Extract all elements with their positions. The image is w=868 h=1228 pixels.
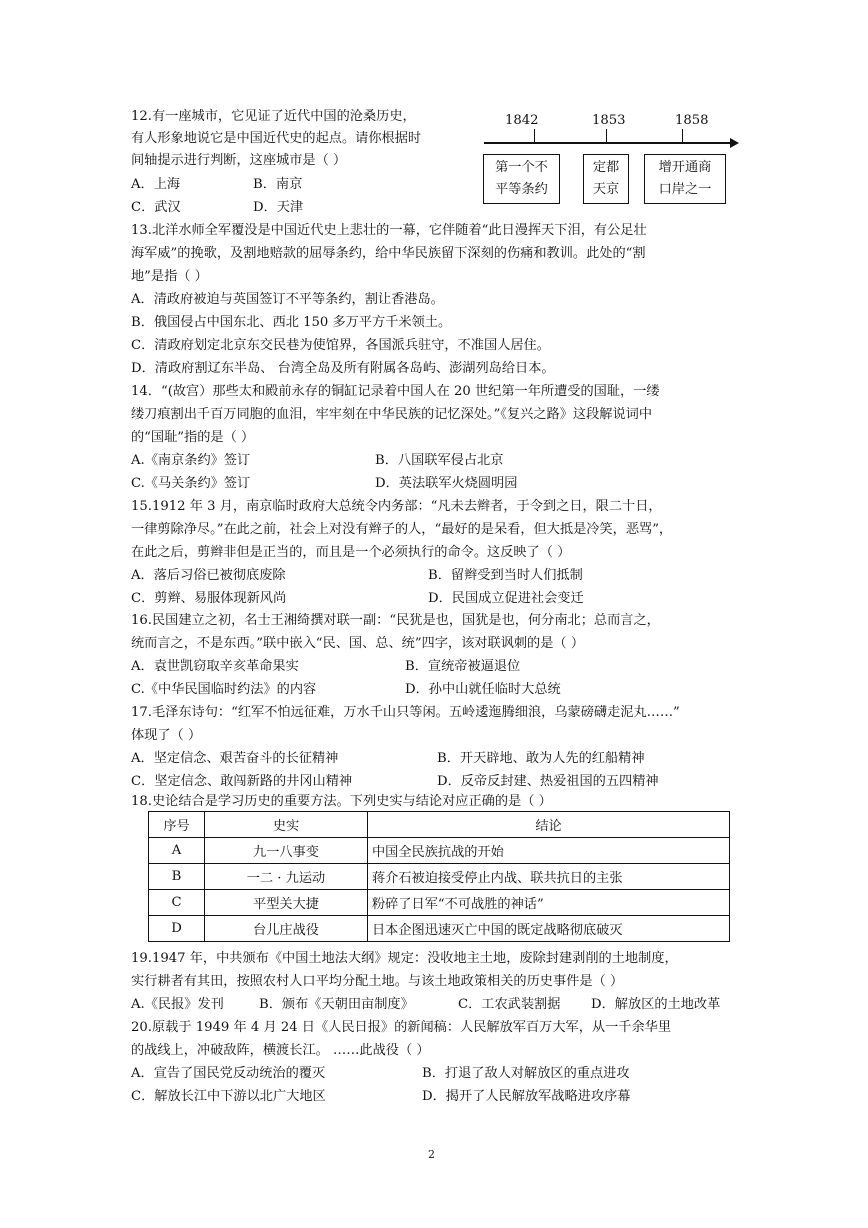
- q16-stem-line-2: 统而言之，不是东西。”联中嵌入“民、国、总、统”四字，该对联讽刺的是（ ）: [131, 636, 585, 651]
- table-cell-index: C: [149, 890, 205, 916]
- q15-stem-line-3: 在此之后，剪辫非但是正当的，而且是一个必须执行的命令。这反映了（ ）: [131, 545, 571, 560]
- table-cell-conclusion: 日本企图迅速灭亡中国的既定战略彻底破灭: [368, 916, 730, 942]
- timeline-year-2: 1853: [592, 113, 626, 128]
- timeline-year-3: 1858: [675, 113, 709, 128]
- q15-option-a: A．落后习俗已被彻底废除: [131, 568, 286, 583]
- table-header-fact: 史实: [205, 812, 368, 838]
- q14-stem-line-3: 的“国耻”指的是（ ）: [131, 430, 255, 445]
- q13-stem-line-1: 13.北洋水师全军覆没是中国近代史上悲壮的一幕，它伴随着“此日漫挥天下泪，有公足壮: [131, 223, 647, 238]
- table-cell-fact: 九一八事变: [205, 838, 368, 864]
- table-cell-conclusion: 中国全民族抗战的开始: [368, 838, 730, 864]
- q13-option-d: D．清政府割辽东半岛、 台湾全岛及所有附属各岛屿、澎湖列岛给日本。: [131, 361, 555, 376]
- q12-option-c: C．武汉: [131, 200, 181, 215]
- q15-stem-line-2: 一律剪除净尽。”在此之前，社会上对没有辫子的人，“最好的是呆看，但大抵是冷笑，恶骂”，: [131, 522, 673, 537]
- q19-option-a: A.《民报》发刊: [131, 997, 224, 1012]
- q13-option-b: B．俄国侵占中国东北、西北 150 多万平方千米领土。: [131, 315, 452, 330]
- table-cell-index: B: [149, 864, 205, 890]
- q12-stem-line-1: 12.有一座城市，它见证了近代中国的沧桑历史，: [131, 109, 416, 124]
- q15-stem-line-1: 15.1912 年 3 月，南京临时政府大总统令内务部：“凡未去辫者，于令到之日，限二十日，: [131, 499, 662, 514]
- table-cell-conclusion: 蒋介石被迫接受停止内战、联共抗日的主张: [368, 864, 730, 890]
- q19-stem-line-1: 19.1947 年，中共颁布《中国土地法大纲》规定：没收地主土地，废除封建剥削的土地制度，: [131, 951, 678, 966]
- q13-option-c: C．清政府划定北京东交民巷为使馆界，各国派兵驻守，不准国人居住。: [131, 338, 550, 353]
- q17-stem-line-2: 体现了（ ）: [131, 728, 202, 743]
- timeline-arrow-icon: [730, 138, 739, 148]
- q18-stem-line-1: 18.史论结合是学习历史的重要方法。下列史实与结论对应正确的是（ ）: [131, 794, 552, 809]
- timeline-tick-1: [534, 129, 535, 143]
- q12-stem-line-3: 间轴提示进行判断，这座城市是（ ）: [131, 153, 347, 168]
- q14-option-c: C.《马关条约》签订: [131, 476, 251, 491]
- q16-option-b: B．宣统帝被逼退位: [405, 659, 521, 674]
- table-header-index: 序号: [149, 812, 205, 838]
- q17-option-d: D．反帝反封建、热爱祖国的五四精神: [437, 774, 659, 789]
- q13-stem-line-3: 地”是指（ ）: [131, 269, 208, 284]
- timeline-event-1-line-1: 第一个不: [495, 160, 548, 175]
- q18-table: [148, 811, 730, 942]
- q19-option-b: B．颁布《天朝田亩制度》: [259, 997, 414, 1012]
- q14-option-a: A.《南京条约》签订: [131, 453, 251, 468]
- table-header-row: [149, 812, 730, 838]
- timeline-axis: [484, 142, 732, 144]
- q14-stem-line-2: 缕刀痕割出千百万同胞的血泪，牢牢刻在中华民族的记忆深处。”《复兴之路》这段解说词中: [131, 407, 653, 422]
- q15-option-d: D．民国成立促进社会变迁: [428, 591, 584, 606]
- q19-option-d: D．解放区的土地改革: [591, 997, 721, 1012]
- q16-option-a: A．袁世凯窃取辛亥革命果实: [131, 659, 299, 674]
- table-cell-fact: 一二 · 九运动: [205, 864, 368, 890]
- q16-option-d: D．孙中山就任临时大总统: [405, 682, 561, 697]
- q13-stem-line-2: 海军威”的挽歌，及割地赔款的屈辱条约，给中华民族留下深刻的伤痛和教训。此处的“割: [131, 246, 646, 261]
- q20-option-a: A．宣告了国民党反动统治的覆灭: [131, 1066, 326, 1081]
- q17-option-b: B．开天辟地、敢为人先的红船精神: [437, 751, 645, 766]
- q20-option-b: B．打退了敌人对解放区的重点进攻: [422, 1066, 630, 1081]
- timeline-tick-2: [606, 129, 607, 143]
- table-cell-index: D: [149, 916, 205, 942]
- q12-option-b: B．南京: [253, 177, 303, 192]
- q19-stem-line-2: 实行耕者有其田，按照农村人口平均分配土地。与该土地政策相关的历史事件是（ ）: [131, 974, 624, 989]
- q20-option-c: C．解放长江中下游以北广大地区: [131, 1089, 326, 1104]
- table-header-conclusion: 结论: [368, 812, 730, 838]
- timeline-event-3-line-1: 增开通商: [658, 160, 712, 175]
- table-cell-fact: 平型关大捷: [205, 890, 368, 916]
- table-row: [149, 838, 730, 864]
- timeline-event-2: [583, 154, 629, 204]
- table-row: [149, 916, 730, 942]
- timeline-year-1: 1842: [505, 113, 539, 128]
- timeline-event-1: [483, 154, 560, 204]
- q17-stem-line-1: 17.毛泽东诗句：“红军不怕远征难，万水千山只等闲。五岭逶迤腾细浪，乌蒙磅礴走泥丸……”: [131, 705, 680, 720]
- page-number: 2: [428, 1148, 435, 1161]
- timeline-event-3: [644, 154, 726, 204]
- timeline-event-3-line-2: 口岸之一: [658, 182, 712, 197]
- table-cell-fact: 台儿庄战役: [205, 916, 368, 942]
- q16-option-c: C.《中华民国临时约法》的内容: [131, 682, 317, 697]
- timeline-tick-3: [682, 129, 683, 143]
- q15-option-b: B．留辫受到当时人们抵制: [428, 568, 583, 583]
- table-cell-conclusion: 粉碎了日军“不可战胜的神话”: [368, 890, 730, 916]
- q16-stem-line-1: 16.民国建立之初，名士王湘绮撰对联一副：“民犹是也，国犹是也，何分南北；总而言之，: [131, 613, 660, 628]
- q15-option-c: C．剪辫、易服体现新风尚: [131, 591, 287, 606]
- q20-option-d: D．揭开了人民解放军战略进攻序幕: [422, 1089, 631, 1104]
- q12-option-d: D．天津: [253, 200, 304, 215]
- q12-option-a: A．上海: [131, 177, 181, 192]
- q17-option-a: A．坚定信念、艰苦奋斗的长征精神: [131, 751, 339, 766]
- q17-option-c: C．坚定信念、敢闯新路的井冈山精神: [131, 774, 353, 789]
- q20-stem-line-2: 的战线上，冲破敌阵，横渡长江。 ……此战役（ ）: [131, 1043, 430, 1058]
- q12-stem-line-2: 有人形象地说它是中国近代史的起点。请你根据时: [131, 131, 422, 146]
- timeline-event-2-line-2: 天京: [592, 182, 620, 197]
- table-row: [149, 890, 730, 916]
- table-row: [149, 864, 730, 890]
- q20-stem-line-1: 20.原载于 1949 年 4 月 24 日《人民日报》的新闻稿：人民解放军百万大军，从一千余华里: [131, 1020, 672, 1035]
- timeline-event-2-line-1: 定都: [592, 160, 620, 175]
- q13-option-a: A．清政府被迫与英国签订不平等条约，割让香港岛。: [131, 292, 444, 307]
- q14-stem-line-1: 14．“(故宫）那些太和殿前永存的铜缸记录着中国人在 20 世纪第一年所遭受的国耻，一缕: [131, 384, 660, 399]
- table-cell-index: A: [149, 838, 205, 864]
- q19-option-c: C．工农武装割据: [458, 997, 561, 1012]
- q14-option-b: B．八国联军侵占北京: [375, 453, 504, 468]
- timeline-event-1-line-2: 平等条约: [495, 182, 548, 197]
- q14-option-d: D．英法联军火烧圆明园: [375, 476, 518, 491]
